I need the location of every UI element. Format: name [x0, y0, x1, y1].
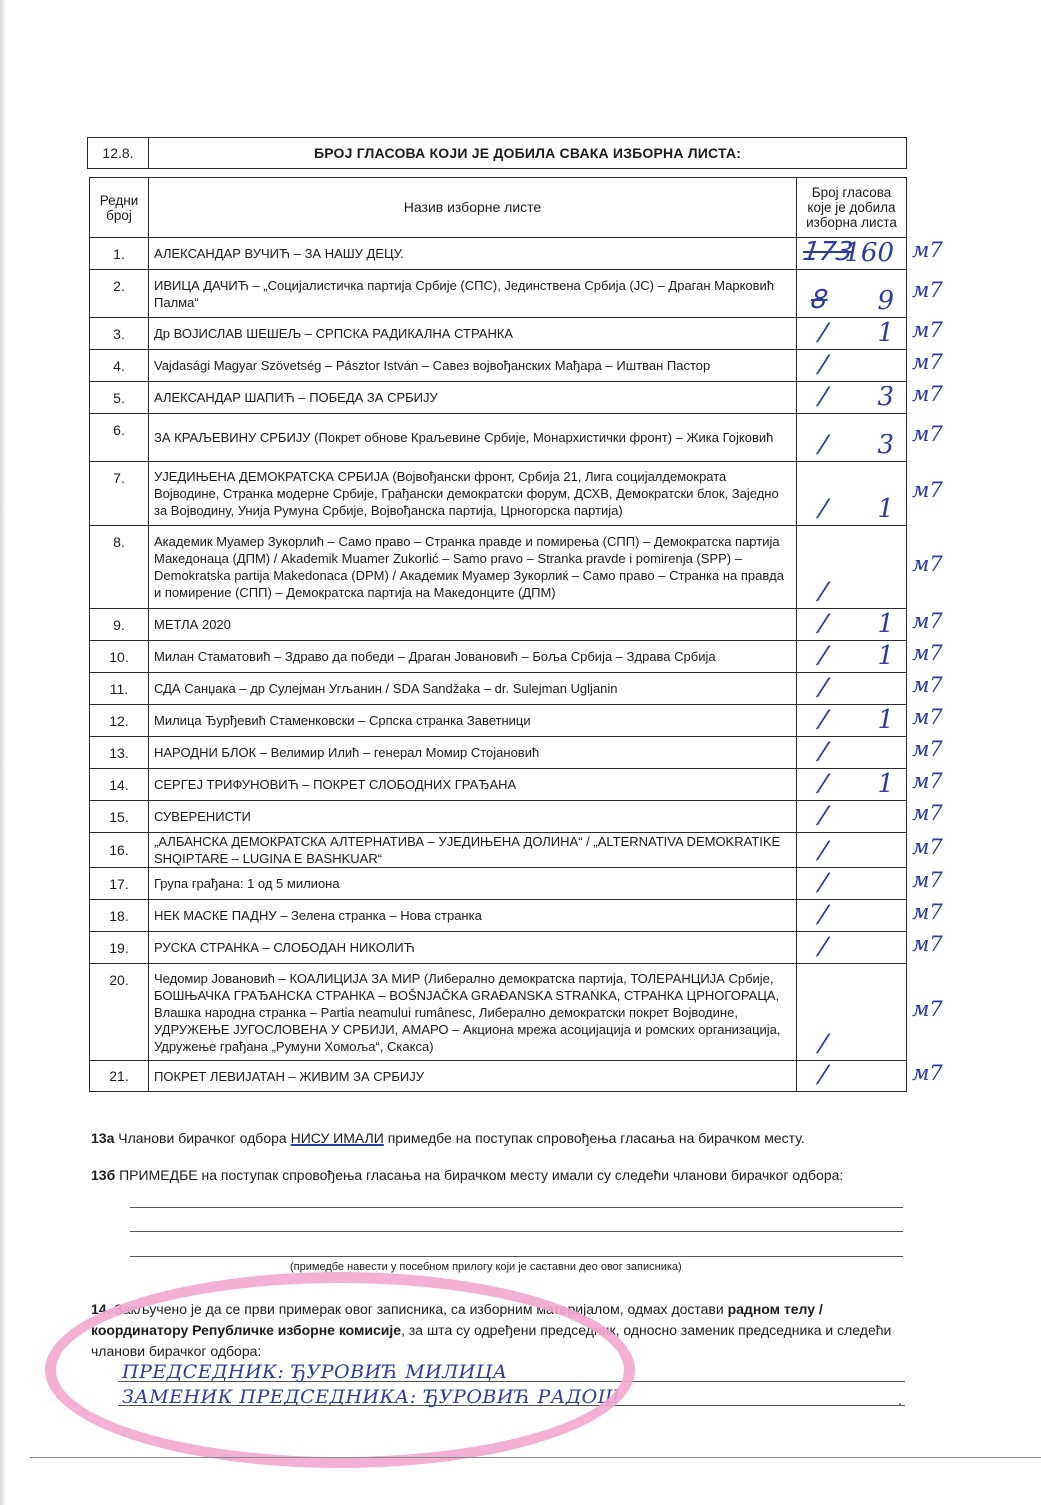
- president-signature: ПРЕДСЕДНИК: ЂУРОВИЋ МИЛИЦА: [122, 1361, 508, 1383]
- section-14-label: 14.: [91, 1301, 111, 1317]
- table-row: [90, 526, 907, 609]
- vote-count: 160: [844, 238, 894, 268]
- section-13b: [91, 1166, 843, 1184]
- row-number: 13.: [90, 737, 149, 769]
- vote-cell: [797, 769, 907, 801]
- table-row: [90, 414, 907, 462]
- vote-cell: [797, 1061, 907, 1092]
- vote-tally-mark: /: [817, 1060, 830, 1088]
- remarks-note: (примедбе навести у посебном прилогу који је саставни део овог записника): [290, 1261, 682, 1273]
- list-name: ПОКРЕТ ЛЕВИЈАТАН – ЖИВИМ ЗА СРБИЈУ: [149, 1061, 797, 1092]
- vote-count: 3: [877, 430, 894, 460]
- row-initials: м7: [912, 382, 943, 406]
- header-number: Редни број: [90, 178, 149, 238]
- vote-cell: [797, 868, 907, 900]
- table-row: [90, 238, 907, 270]
- row-initials: м7: [912, 801, 943, 825]
- row-initials: м7: [912, 932, 943, 956]
- row-initials: м7: [912, 238, 943, 262]
- vote-tally-mark: /: [817, 318, 830, 346]
- row-number: 8.: [90, 526, 149, 609]
- table-row: [90, 318, 907, 350]
- row-initials: м7: [912, 278, 943, 302]
- row-initials: м7: [912, 350, 943, 374]
- list-name: Vajdasági Magyar Szövetség – Pásztor István – Савез војвођанских Мађара – Иштван Пастор: [149, 350, 797, 382]
- row-initials: м7: [912, 422, 943, 446]
- row-initials: м7: [912, 834, 943, 859]
- row-initials: м7: [912, 673, 943, 697]
- page-bottom-edge: [30, 1457, 1041, 1458]
- vote-tally-mark: /: [817, 769, 830, 797]
- list-name: СУВЕРЕНИСТИ: [149, 801, 797, 833]
- vote-count: 1: [877, 705, 894, 735]
- table-header-row: [90, 178, 907, 238]
- table-row: [90, 673, 907, 705]
- list-name: „АЛБАНСКА ДЕМОКРАТСКА АЛТЕРНАТИВА – УЈЕДИЊЕНА ДОЛИНА“ / „ALTERNATIVA DEMOKRATIKE SHQIPTARE – LUGINA E BASHKUAR“: [149, 833, 797, 868]
- section-13a: [91, 1129, 805, 1147]
- list-name: УЈЕДИЊЕНА ДЕМОКРАТСКА СРБИЈА (Војвођански фронт, Србија 21, Лига социјалдемократа Војводине, Странка модерне Србије, Грађански демократски форум, ДСХВ, Демократски блок, Заједно за Војводину, Унија Румуна Србије, Војвођанска партија, Црногорска партија): [149, 462, 797, 526]
- section-13a-label: 13а: [91, 1130, 115, 1146]
- vote-cell: [797, 318, 907, 350]
- table-row: [90, 868, 907, 900]
- vote-tally-mark: /: [817, 382, 830, 410]
- vote-cell: [797, 801, 907, 833]
- vote-cell: [797, 609, 907, 641]
- vote-tally-mark: /: [817, 705, 830, 733]
- row-initials: м7: [912, 769, 943, 793]
- row-number: 5.: [90, 382, 149, 414]
- table-row: [90, 462, 907, 526]
- row-initials: м7: [912, 737, 943, 761]
- vote-tally-mark: /: [817, 868, 830, 896]
- list-name: ИВИЦА ДАЧИЋ – „Социјалистичка партија Србије (СПС), Јединствена Србија (ЈС) – Драган Марковић Палма“: [149, 270, 797, 318]
- vote-count: 9: [877, 286, 894, 316]
- list-name: СДА Санџака – др Сулејман Угљанин / SDA Sandžaka – dr. Sulejman Ugljanin: [149, 673, 797, 705]
- vote-tally-mark: /: [817, 900, 830, 928]
- row-initials: м7: [912, 996, 943, 1021]
- vote-cell: [797, 932, 907, 964]
- list-name: Група грађана: 1 од 5 милиона: [149, 868, 797, 900]
- vote-cell: [797, 350, 907, 382]
- list-name: НЕК МАСКЕ ПАДНУ – Зелена странка – Нова странка: [149, 900, 797, 932]
- list-name: НАРОДНИ БЛОК – Велимир Илић – генерал Момир Стојановић: [149, 737, 797, 769]
- remarks-line-2: [130, 1231, 903, 1232]
- list-name: Милица Ђурђевић Стаменковски – Српска странка Заветници: [149, 705, 797, 737]
- vote-cell: [797, 673, 907, 705]
- row-number: 9.: [90, 609, 149, 641]
- row-initials: м7: [912, 478, 943, 502]
- row-initials: м7: [912, 551, 943, 576]
- vote-tally-mark: /: [817, 577, 830, 605]
- list-name: МЕТЛА 2020: [149, 609, 797, 641]
- row-number: 14.: [90, 769, 149, 801]
- row-number: 6.: [90, 414, 149, 462]
- vote-count: 1: [877, 769, 894, 799]
- vote-tally-mark: /: [817, 932, 830, 960]
- table-row: [90, 350, 907, 382]
- vote-tally-mark: /: [817, 737, 830, 765]
- vote-cell: [797, 462, 907, 526]
- list-name: СЕРГЕЈ ТРИФУНОВИЋ – ПОКРЕТ СЛОБОДНИХ ГРАЂАНА: [149, 769, 797, 801]
- table-body: [90, 238, 907, 1092]
- row-number: 7.: [90, 462, 149, 526]
- vote-cell: [797, 964, 907, 1061]
- vote-tally-mark: 173: [800, 237, 855, 267]
- section-13b-text: ПРИМЕДБЕ на поступак спровођења гласања на бирачком месту имали су следећи чланови бирачког одбора:: [115, 1167, 844, 1183]
- row-initials: м7: [912, 641, 943, 665]
- deputy-signature: ЗАМЕНИК ПРЕДСЕДНИКА: ЂУРОВИЋ РАДОШ: [122, 1386, 620, 1408]
- list-name: РУСКА СТРАНКА – СЛОБОДАН НИКОЛИЋ: [149, 932, 797, 964]
- vote-cell: [797, 705, 907, 737]
- remarks-line-3: [130, 1256, 903, 1257]
- table-row: [90, 769, 907, 801]
- vote-cell: [797, 900, 907, 932]
- table-row: [90, 964, 907, 1061]
- vote-count: 1: [877, 494, 894, 524]
- vote-tally-mark: /: [817, 350, 830, 378]
- list-name: АЛЕКСАНДАР ВУЧИЋ – ЗА НАШУ ДЕЦУ.: [149, 238, 797, 270]
- row-number: 11.: [90, 673, 149, 705]
- header-votes: Број гласова које је добила изборна листа: [797, 178, 907, 238]
- vote-cell: [797, 382, 907, 414]
- section-title: БРОЈ ГЛАСОВА КОЈИ ЈЕ ДОБИЛА СВАКА ИЗБОРНА ЛИСТА:: [313, 145, 742, 161]
- pink-highlight-circle: [45, 1272, 635, 1468]
- row-number: 1.: [90, 238, 149, 270]
- vote-tally-mark: /: [817, 836, 830, 864]
- vote-tally-mark: /: [817, 673, 830, 701]
- row-initials: м7: [912, 1060, 943, 1085]
- vote-tally-mark: /: [817, 801, 830, 829]
- row-initials: м7: [912, 868, 943, 892]
- vote-tally-mark: /: [817, 494, 830, 522]
- row-number: 4.: [90, 350, 149, 382]
- page-edge-shadow: [0, 0, 6, 1505]
- row-number: 18.: [90, 900, 149, 932]
- vote-tally-mark: /: [817, 1029, 830, 1057]
- section-13a-emphasis: НИСУ ИМАЛИ: [290, 1130, 384, 1146]
- row-number: 3.: [90, 318, 149, 350]
- section-13a-text-2: примедбе на поступак спровођења гласања на бирачком месту.: [383, 1130, 805, 1146]
- vote-cell: [797, 526, 907, 609]
- vote-cell: [797, 238, 907, 270]
- votes-table: [89, 177, 907, 1092]
- table-row: [90, 270, 907, 318]
- vote-count: 1: [877, 641, 894, 671]
- table-row: [90, 737, 907, 769]
- remarks-line-1: [130, 1207, 903, 1208]
- section-header: [87, 137, 907, 169]
- table-row: [90, 1061, 907, 1092]
- table-row: [90, 833, 907, 868]
- signature-line-end: .: [898, 1392, 902, 1408]
- table-row: [90, 932, 907, 964]
- section-14-text-2: , за шта су одређени председник, односно заменик председника и следећи чланови бирачког одбора:: [91, 1322, 892, 1359]
- table-row: [90, 705, 907, 737]
- vote-count: 3: [877, 382, 894, 412]
- table-row: [90, 382, 907, 414]
- section-13a-text-1: Чланови бирачког одбора: [114, 1130, 291, 1146]
- section-14-text-1: Закључено је да се први примерак овог записника, са изборним материјалом, одмах достави: [110, 1301, 728, 1317]
- table-row: [90, 641, 907, 673]
- row-number: 17.: [90, 868, 149, 900]
- row-initials: м7: [912, 705, 943, 729]
- section-number: 12.8.: [88, 138, 149, 168]
- vote-cell: [797, 270, 907, 318]
- vote-count: 1: [877, 609, 894, 639]
- section-13b-label: 13б: [91, 1167, 116, 1183]
- vote-count: 1: [877, 318, 894, 348]
- vote-cell: [797, 414, 907, 462]
- table-row: [90, 609, 907, 641]
- vote-cell: [797, 641, 907, 673]
- row-number: 21.: [90, 1061, 149, 1092]
- list-name: АЛЕКСАНДАР ШАПИЋ – ПОБЕДА ЗА СРБИЈУ: [149, 382, 797, 414]
- table-row: [90, 801, 907, 833]
- list-name: Чедомир Јовановић – КОАЛИЦИЈА ЗА МИР (Либерално демократска партија, ТОЛЕРАНЦИЈА Србије, БОШЊАЧКА ГРАЂАНСКА СТРАНКА – BOŠNJAČKA GRAĐANSKA STRANKA, СТРАНКА ЦРНОГОРАЦА, Влашка народна странка – Partia neamului rumânesc, Либерално демократски покрет Војводине, УДРУЖЕЊЕ ЈУГОСЛОВЕНА У СРБИЈИ, АМАРО – Акциона мрежа асоцијација и ромских организација, Удружење грађана „Румуни Хомоља“, Скакса): [149, 964, 797, 1061]
- list-name: Др ВОЈИСЛАВ ШЕШЕЉ – СРПСКА РАДИКАЛНА СТРАНКА: [149, 318, 797, 350]
- list-name: ЗА КРАЉЕВИНУ СРБИЈУ (Покрет обнове Краљевине Србије, Монархистички фронт) – Жика Гојковић: [149, 414, 797, 462]
- row-number: 15.: [90, 801, 149, 833]
- row-number: 10.: [90, 641, 149, 673]
- vote-tally-mark: /: [817, 641, 830, 669]
- row-number: 19.: [90, 932, 149, 964]
- row-number: 2.: [90, 270, 149, 318]
- row-number: 12.: [90, 705, 149, 737]
- row-number: 16.: [90, 833, 149, 868]
- vote-cell: [797, 737, 907, 769]
- vote-tally-mark: /: [817, 430, 830, 458]
- header-list-name: Назив изборне листе: [149, 178, 797, 238]
- vote-tally-mark: /: [817, 609, 830, 637]
- list-name: Академик Муамер Зукорлић – Само право – Странка правде и помирења (СПП) – Демократска партија Македонаца (ДПМ) / Akademik Muamer Zukorlić – Samo pravo – Stranka pravde i pomirenja (SPP) – Demokratska partija Makedonaca (DPM) / Академик Муамер Зукорлиќ – Само право – Странка на правда и помирение (СПП) – Демократска партија на Македонците (ДПМ): [149, 526, 797, 609]
- list-name: Милан Стаматовић – Здраво да победи – Драган Јовановић – Боља Србија – Здрава Србија: [149, 641, 797, 673]
- table-row: [90, 900, 907, 932]
- row-initials: м7: [912, 318, 943, 342]
- row-initials: м7: [912, 609, 943, 633]
- vote-tally-mark: 8: [808, 285, 830, 315]
- section-14-bold: радном телу / координатору Републичке изборне комисије: [91, 1301, 823, 1338]
- row-number: 20.: [90, 964, 149, 1061]
- vote-cell: [797, 833, 907, 868]
- row-initials: м7: [912, 900, 943, 924]
